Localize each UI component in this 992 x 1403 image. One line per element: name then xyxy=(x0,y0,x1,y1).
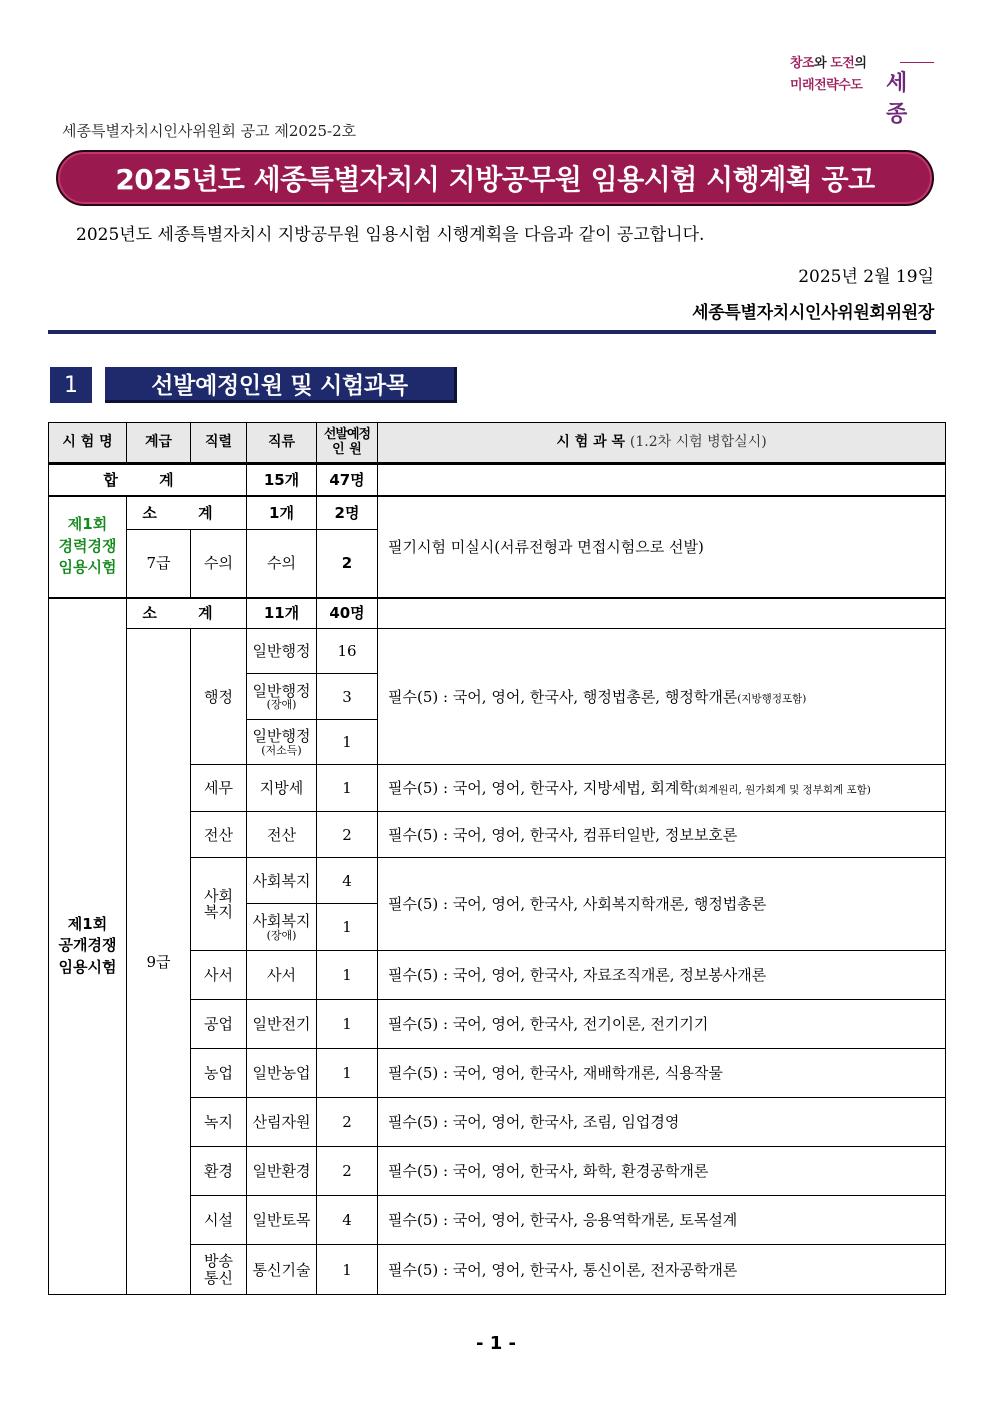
open-subtotal-people: 40명 xyxy=(317,598,378,629)
admin-series: 행정 xyxy=(191,629,247,765)
series-cell: 녹지 xyxy=(191,1098,247,1147)
open-grade: 9급 xyxy=(127,629,191,1295)
people-cell: 1 xyxy=(317,1000,378,1049)
welfare-category: 사회복지 xyxy=(247,858,317,904)
notice-number: 세종특별자치시인사위원회 공고 제2025-2호 xyxy=(62,122,357,140)
career-subjects: 필기시험 미실시(서류전형과 면접시험으로 선발) xyxy=(378,496,946,598)
it-series: 전산 xyxy=(191,812,247,858)
series-cell: 농업 xyxy=(191,1049,247,1098)
people-cell: 1 xyxy=(317,1049,378,1098)
tax-category: 지방세 xyxy=(247,765,317,812)
it-people: 2 xyxy=(317,812,378,858)
divider xyxy=(48,330,936,334)
tax-subjects: 필수(5) : 국어, 영어, 한국사, 지방세법, 회계학(회계원리, 원가회계 및 정부회계 포함) xyxy=(378,765,946,812)
logo-slogan-line2: 미래전략수도 세종 xyxy=(790,71,908,127)
career-category: 수의 xyxy=(247,530,317,598)
broadcast-subjects: 필수(5) : 국어, 영어, 한국사, 통신이론, 전자공학개론 xyxy=(378,1245,946,1295)
career-series: 수의 xyxy=(191,530,247,598)
category-cell: 일반전기 xyxy=(247,1000,317,1049)
open-subtotal-row xyxy=(49,598,946,629)
title-banner xyxy=(56,150,934,206)
signer: 세종특별자치시인사위원회위원장 xyxy=(692,303,934,323)
career-exam-name: 제1회 경력경쟁 임용시험 xyxy=(49,496,127,598)
welfare-category: 사회복지 (장애) xyxy=(247,904,317,951)
table-header-row xyxy=(49,423,946,464)
category-cell: 산림자원 xyxy=(247,1098,317,1147)
page-number: - 1 - xyxy=(476,1333,516,1354)
header-series: 직렬 xyxy=(191,423,247,464)
admin-subjects: 필수(5) : 국어, 영어, 한국사, 행정법총론, 행정학개론(지방행정포함) xyxy=(378,629,946,765)
career-subtotal-row xyxy=(49,496,946,530)
header-category: 직류 xyxy=(247,423,317,464)
career-subtotal-count: 1개 xyxy=(247,496,317,530)
admin-category: 일반행정 (장애) xyxy=(247,674,317,720)
it-category: 전산 xyxy=(247,812,317,858)
career-people: 2 xyxy=(317,530,378,598)
total-people: 47명 xyxy=(317,464,378,496)
tax-series: 세무 xyxy=(191,765,247,812)
subjects-cell: 필수(5) : 국어, 영어, 한국사, 자료조직개론, 정보봉사개론 xyxy=(378,951,946,1000)
section-title: 선발예정인원 및 시험과목 xyxy=(105,367,457,403)
table-row xyxy=(49,629,946,674)
series-cell: 환경 xyxy=(191,1147,247,1196)
admin-people: 16 xyxy=(317,629,378,674)
header-planned: 선발예정 인 원 xyxy=(317,423,378,464)
open-subtotal-label: 소 계 xyxy=(127,598,247,629)
page-title: 2025년도 세종특별자치시 지방공무원 임용시험 시행계획 공고 xyxy=(115,163,875,196)
header-grade: 계급 xyxy=(127,423,191,464)
total-row xyxy=(49,464,946,496)
category-cell: 사서 xyxy=(247,951,317,1000)
tax-people: 1 xyxy=(317,765,378,812)
subjects-cell: 필수(5) : 국어, 영어, 한국사, 응용역학개론, 토목설계 xyxy=(378,1196,946,1245)
open-exam-name: 제1회 공개경쟁 임용시험 xyxy=(49,598,127,1295)
people-cell: 1 xyxy=(317,951,378,1000)
open-subtotal-count: 11개 xyxy=(247,598,317,629)
admin-category: 일반행정 (저소득) xyxy=(247,720,317,765)
subjects-cell: 필수(5) : 국어, 영어, 한국사, 재배학개론, 식용작물 xyxy=(378,1049,946,1098)
admin-people: 3 xyxy=(317,674,378,720)
sejong-logo xyxy=(780,50,940,127)
category-cell: 일반농업 xyxy=(247,1049,317,1098)
category-cell: 일반환경 xyxy=(247,1147,317,1196)
welfare-series: 사회 복지 xyxy=(191,858,247,951)
people-cell: 4 xyxy=(317,1196,378,1245)
subjects-cell: 필수(5) : 국어, 영어, 한국사, 조림, 임업경영 xyxy=(378,1098,946,1147)
subjects-cell: 필수(5) : 국어, 영어, 한국사, 화학, 환경공학개론 xyxy=(378,1147,946,1196)
total-count: 15개 xyxy=(247,464,317,496)
welfare-people: 1 xyxy=(317,904,378,951)
it-subjects: 필수(5) : 국어, 영어, 한국사, 컴퓨터일반, 정보보호론 xyxy=(378,812,946,858)
subjects-cell: 필수(5) : 국어, 영어, 한국사, 전기이론, 전기기기 xyxy=(378,1000,946,1049)
people-cell: 2 xyxy=(317,1147,378,1196)
intro-text: 2025년도 세종특별자치시 지방공무원 임용시험 시행계획을 다음과 같이 공고합니다. xyxy=(76,225,705,245)
logo-slogan-line1: 창조와 도전의 xyxy=(790,56,867,71)
header-subjects: 시 험 과 목 (1.2차 시험 병합실시) xyxy=(378,423,946,464)
series-cell: 공업 xyxy=(191,1000,247,1049)
broadcast-category: 통신기술 xyxy=(247,1245,317,1295)
broadcast-people: 1 xyxy=(317,1245,378,1295)
welfare-subjects: 필수(5) : 국어, 영어, 한국사, 사회복지학개론, 행정법총론 xyxy=(378,858,946,951)
notice-date: 2025년 2월 19일 xyxy=(798,267,934,287)
admin-category: 일반행정 xyxy=(247,629,317,674)
career-grade: 7급 xyxy=(127,530,191,598)
category-cell: 일반토목 xyxy=(247,1196,317,1245)
header-exam: 시 험 명 xyxy=(49,423,127,464)
welfare-people: 4 xyxy=(317,858,378,904)
admin-people: 1 xyxy=(317,720,378,765)
career-subtotal-label: 소 계 xyxy=(127,496,247,530)
series-cell: 사서 xyxy=(191,951,247,1000)
section-number: 1 xyxy=(50,367,92,403)
people-cell: 2 xyxy=(317,1098,378,1147)
broadcast-series: 방송 통신 xyxy=(191,1245,247,1295)
career-subtotal-people: 2명 xyxy=(317,496,378,530)
recruitment-table xyxy=(48,422,946,1295)
total-label: 합 계 xyxy=(49,464,247,496)
series-cell: 시설 xyxy=(191,1196,247,1245)
